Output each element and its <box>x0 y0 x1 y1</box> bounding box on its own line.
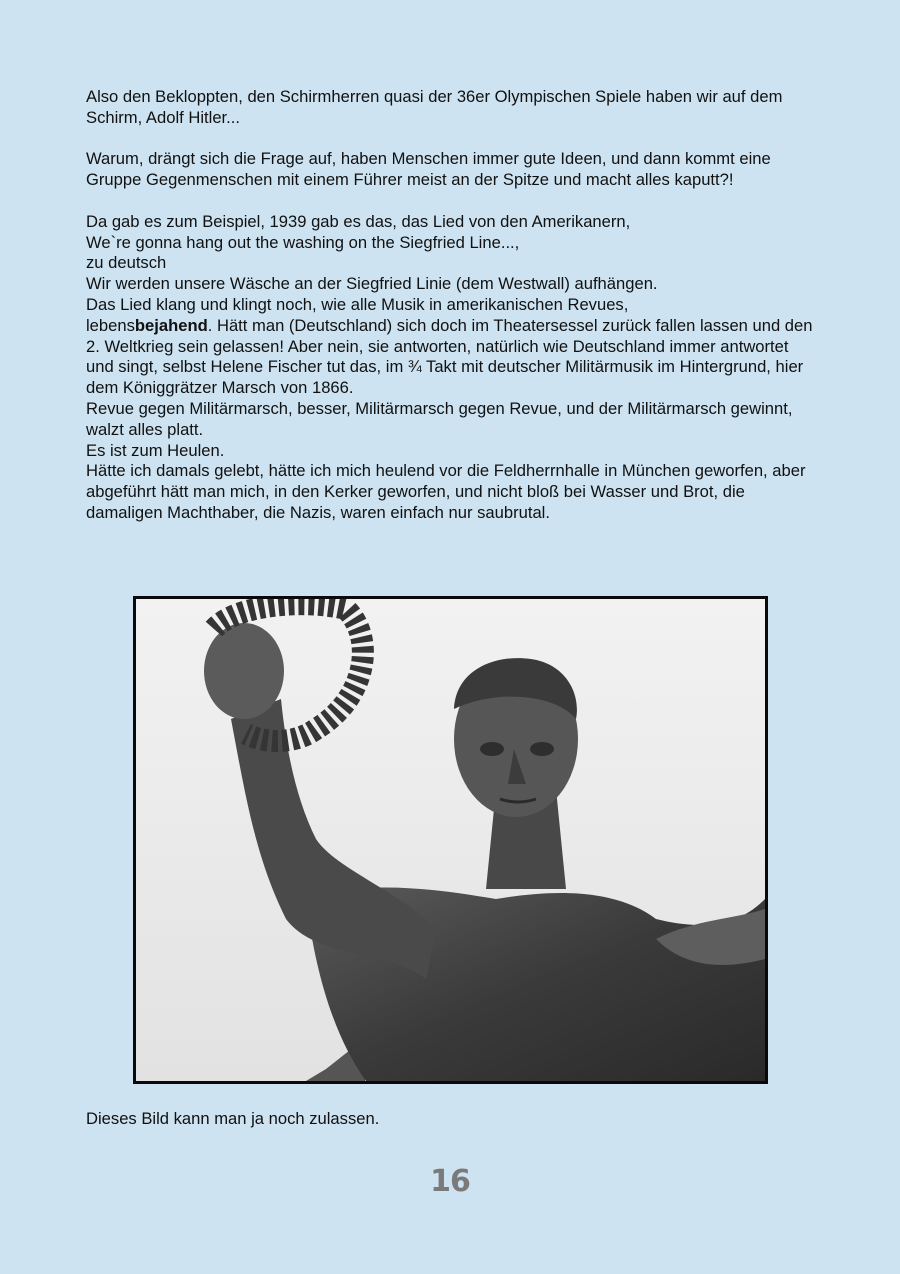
photo-caption: Dieses Bild kann man ja noch zulassen. <box>86 1109 380 1128</box>
text-line: Wir werden unsere Wäsche an der Siegfried Linie (dem Westwall) aufhängen. <box>86 274 658 294</box>
text-line: We`re gonna hang out the washing on the Siegfried Line..., <box>86 232 520 252</box>
statue-illustration <box>136 599 765 1081</box>
text-fragment: lebens <box>86 315 135 335</box>
text-line: Das Lied klang und klingt noch, wie alle Musik in amerikanischen Revues, <box>86 294 629 314</box>
paragraph-3 <box>86 212 816 524</box>
text-fragment: . Hätt man (Deutschland) sich doch im Theatersessel zurück fallen lassen und den 2. Weltkrieg sein gelassen! Aber nein, sie antworten, natürlich wie Deutschland immer antwortet und singt, selbst Helene Fischer tut das, im ¾ Takt mit deutscher Militärmusik im Hintergrund, hier dem Königgrätzer Marsch von 1866. <box>86 315 813 398</box>
paragraph-2: Warum, drängt sich die Frage auf, haben Menschen immer gute Ideen, und dann kommt eine Gruppe Gegenmenschen mit einem Führer meist an der Spitze und macht alles kaputt?! <box>86 149 771 190</box>
text-line: zu deutsch <box>86 253 167 273</box>
statue-photo <box>133 596 768 1084</box>
page-number: 16 <box>430 1164 470 1199</box>
text-line <box>86 316 816 399</box>
text-line: Da gab es zum Beispiel, 1939 gab es das, das Lied von den Amerikanern, <box>86 211 631 231</box>
paragraph-1: Also den Bekloppten, den Schirmherren quasi der 36er Olympischen Spiele haben wir auf dem Schirm, Adolf Hitler... <box>86 87 783 127</box>
text-line: Revue gegen Militärmarsch, besser, Militärmarsch gegen Revue, und der Militärmarsch gewinnt, walzt alles platt. <box>86 398 793 439</box>
body-text <box>86 87 816 524</box>
text-line: Hätte ich damals gelebt, hätte ich mich heulend vor die Feldherrnhalle in München geworfen, aber abgeführt hätt man mich, in den Kerker geworfen, und nicht bloß bei Wasser und Brot, die damaligen Machthaber, die Nazis, waren einfach nur saubrutal. <box>86 461 806 522</box>
bold-word: bejahend <box>134 315 208 335</box>
text-line: Es ist zum Heulen. <box>86 440 225 460</box>
